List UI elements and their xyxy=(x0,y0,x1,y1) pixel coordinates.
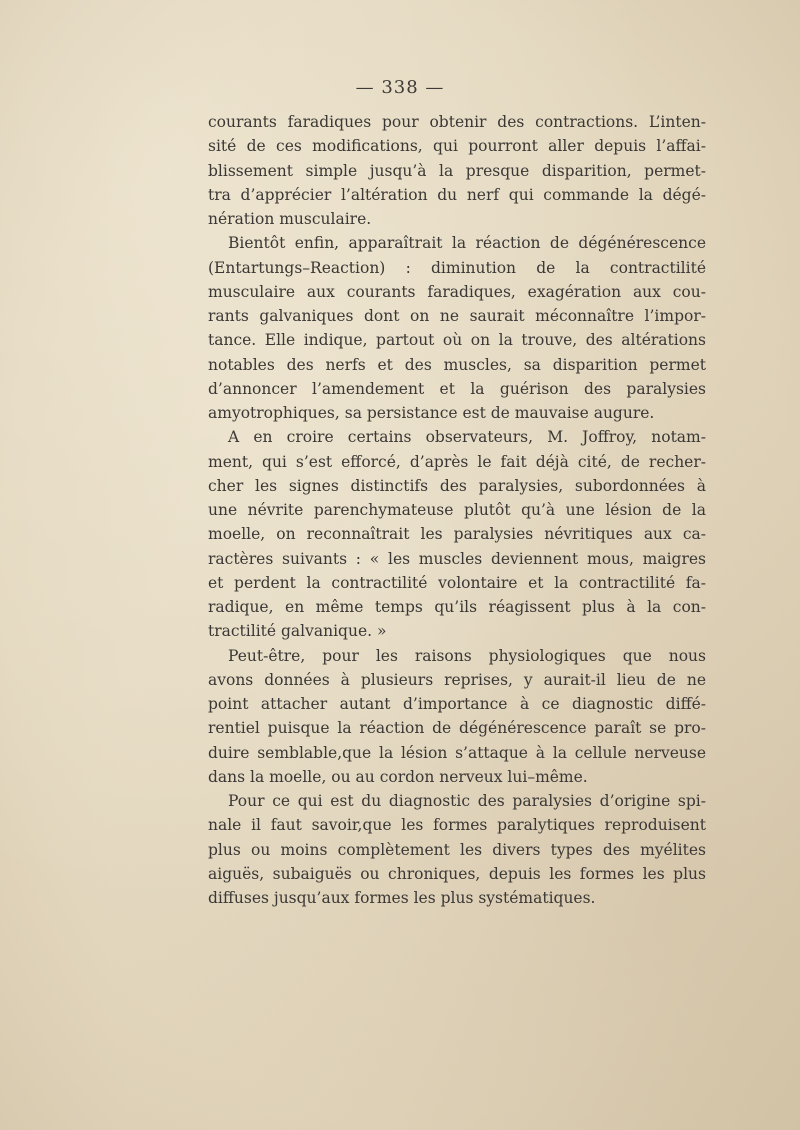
text-line: Pour ce qui est du diagnostic des paralysies d’origine spi- xyxy=(228,792,706,810)
text-line: musculaire aux courants faradiques, exagération aux cou- xyxy=(208,282,706,301)
text-line: tance. Elle indique, partout où on la trouve, des altérations xyxy=(208,331,706,350)
page-number: — 338 — xyxy=(355,77,445,98)
text-line: rants galvaniques dont on ne saurait méconnaître l’impor- xyxy=(208,307,706,325)
text-line: amyotrophiques, sa persistance est de mauvaise augure. xyxy=(208,404,655,422)
text-line: (Entartungs–Reaction) : diminution de la contractilité xyxy=(208,258,706,277)
text-line: diffuses jusqu’aux formes les plus systématiques. xyxy=(208,889,596,907)
text-line: A en croire certains observateurs, M. Joffroy, notam- xyxy=(228,428,706,447)
text-line: aiguës, subaiguës ou chroniques, depuis les formes les plus xyxy=(208,864,706,883)
text-line: cher les signes distinctifs des paralysies, subordonnées à xyxy=(208,476,706,495)
text-line: ment, qui s’est efforcé, d’après le fait déjà cité, de recher- xyxy=(208,452,706,471)
text-line: duire semblable,que la lésion s’attaque à la cellule nerveuse xyxy=(208,743,706,762)
text-line: blissement simple jusqu’à la presque disparition, permet- xyxy=(208,161,706,180)
text-line: notables des nerfs et des muscles, sa disparition permet xyxy=(208,355,706,374)
text-line: radique, en même temps qu’ils réagissent plus à la con- xyxy=(208,598,706,616)
text-line: une névrite parenchymateuse plutôt qu’à une lésion de la xyxy=(208,501,706,519)
text-line: point attacher autant d’importance à ce diagnostic diffé- xyxy=(208,695,706,713)
text-line: et perdent la contractilité volontaire et la contractilité fa- xyxy=(208,573,706,592)
text-line: sité de ces modifications, qui pourront aller depuis l’affai- xyxy=(208,137,706,156)
text-line: courants faradiques pour obtenir des contractions. L’inten- xyxy=(208,113,706,131)
text-line: Peut-être, pour les raisons physiologiques que nous xyxy=(228,646,706,665)
text-line: plus ou moins complètement les divers types des myélites xyxy=(208,840,706,859)
body-text xyxy=(208,110,706,910)
text-line: tra d’apprécier l’altération du nerf qui commande la dégé- xyxy=(208,185,706,204)
text-line: dans la moelle, ou au cordon nerveux lui–même. xyxy=(208,767,588,786)
text-line: nale il faut savoir,que les formes paralytiques reproduisent xyxy=(208,816,706,835)
text-line: rentiel puisque la réaction de dégénérescence paraît se pro- xyxy=(208,719,706,738)
text-line: tractilité galvanique. » xyxy=(208,622,387,641)
text-line: d’annoncer l’amendement et la guérison des paralysies xyxy=(208,379,706,398)
text-line: nération musculaire. xyxy=(208,210,372,228)
text-line: ractères suivants : « les muscles deviennent mous, maigres xyxy=(208,549,706,568)
text-line: moelle, on reconnaîtrait les paralysies névritiques aux ca- xyxy=(208,525,706,544)
text-line: avons données à plusieurs reprises, y aurait-il lieu de ne xyxy=(208,670,706,689)
text-line: Bientôt enfin, apparaîtrait la réaction de dégénérescence xyxy=(228,234,706,253)
